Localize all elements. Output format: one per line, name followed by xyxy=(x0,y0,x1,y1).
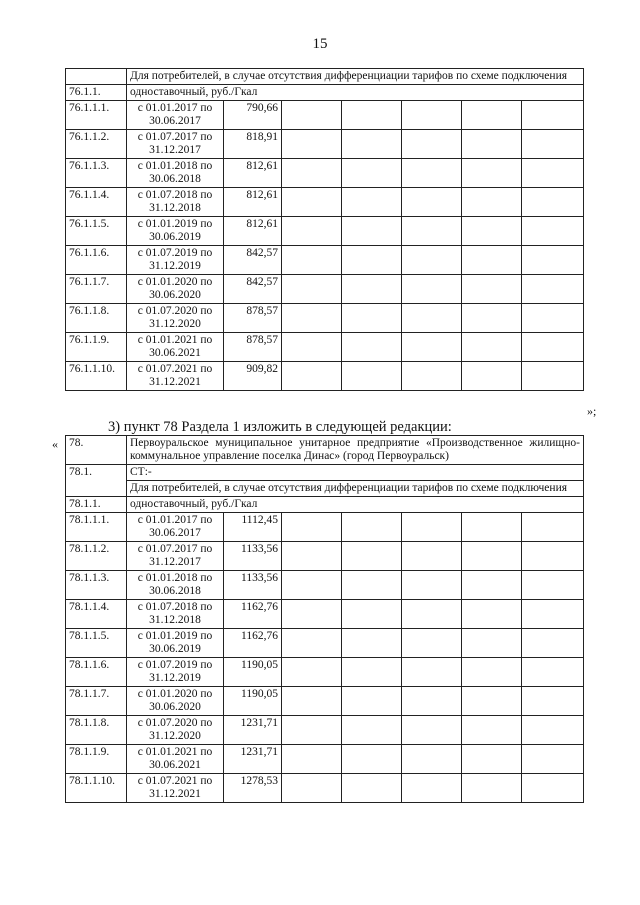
row-code: 78.1.1.4. xyxy=(66,600,127,629)
empty-cell xyxy=(462,716,522,745)
empty-cell xyxy=(342,513,402,542)
row-period: с 01.01.2018 по 30.06.2018 xyxy=(127,159,224,188)
tariff-row xyxy=(66,275,584,304)
empty-cell xyxy=(462,333,522,362)
empty-cell xyxy=(402,745,462,774)
section-code: 76.1.1. xyxy=(66,85,127,101)
row-code: 76.1.1.7. xyxy=(66,275,127,304)
empty-cell xyxy=(522,217,584,246)
empty-cell xyxy=(402,130,462,159)
empty-cell xyxy=(462,658,522,687)
tariff-row xyxy=(66,130,584,159)
row-period: с 01.01.2020 по 30.06.2020 xyxy=(127,275,224,304)
empty-cell xyxy=(342,774,402,803)
tariff-row xyxy=(66,687,584,716)
row-code: 78.1.1.3. xyxy=(66,571,127,600)
empty-cell xyxy=(282,513,342,542)
tariff-table-78 xyxy=(65,435,584,803)
empty-cell xyxy=(282,745,342,774)
empty-cell xyxy=(282,304,342,333)
empty-cell xyxy=(462,774,522,803)
empty-cell xyxy=(282,159,342,188)
empty-cell xyxy=(462,542,522,571)
tariff-row xyxy=(66,217,584,246)
row-price: 1278,53 xyxy=(224,774,282,803)
row-code: 78.1.1.10. xyxy=(66,774,127,803)
tariff-row xyxy=(66,600,584,629)
empty-cell xyxy=(282,629,342,658)
row-period: с 01.07.2019 по 31.12.2019 xyxy=(127,658,224,687)
empty-cell xyxy=(522,629,584,658)
empty-cell xyxy=(522,745,584,774)
empty-cell xyxy=(282,246,342,275)
tariff-row xyxy=(66,571,584,600)
row-code: 76.1.1.10. xyxy=(66,362,127,391)
empty-cell xyxy=(402,571,462,600)
tariff-row xyxy=(66,333,584,362)
tariff-row xyxy=(66,745,584,774)
row-period: с 01.07.2019 по 31.12.2019 xyxy=(127,246,224,275)
row-period: с 01.07.2021 по 31.12.2021 xyxy=(127,362,224,391)
empty-cell xyxy=(342,130,402,159)
row-price: 842,57 xyxy=(224,246,282,275)
empty-cell xyxy=(462,275,522,304)
empty-cell xyxy=(522,600,584,629)
header-row xyxy=(66,69,584,85)
empty-cell xyxy=(522,275,584,304)
empty-cell xyxy=(342,658,402,687)
row-price: 878,57 xyxy=(224,304,282,333)
row-period: с 01.01.2021 по 30.06.2021 xyxy=(127,333,224,362)
empty-cell xyxy=(522,333,584,362)
empty-cell xyxy=(402,600,462,629)
empty-cell xyxy=(282,101,342,130)
row-code: 78.1.1.1. xyxy=(66,513,127,542)
empty-cell xyxy=(282,130,342,159)
empty-cell xyxy=(522,658,584,687)
section-code: 78.1.1. xyxy=(66,497,127,513)
empty-cell xyxy=(282,687,342,716)
empty-cell xyxy=(462,246,522,275)
header-row xyxy=(66,481,584,497)
empty-cell xyxy=(402,217,462,246)
row-price: 812,61 xyxy=(224,188,282,217)
row-price: 790,66 xyxy=(224,101,282,130)
empty-cell xyxy=(342,275,402,304)
empty-cell xyxy=(342,629,402,658)
empty-cell xyxy=(462,159,522,188)
empty-cell xyxy=(342,745,402,774)
empty-cell xyxy=(342,687,402,716)
tariff-row xyxy=(66,246,584,275)
empty-cell xyxy=(342,246,402,275)
row-period: с 01.07.2021 по 31.12.2021 xyxy=(127,774,224,803)
row-period: с 01.01.2017 по 30.06.2017 xyxy=(127,513,224,542)
row-code: 78.1.1.5. xyxy=(66,629,127,658)
row-price: 1162,76 xyxy=(224,600,282,629)
empty-cell xyxy=(282,571,342,600)
empty-cell xyxy=(342,716,402,745)
row-period: с 01.01.2020 по 30.06.2020 xyxy=(127,687,224,716)
empty-cell xyxy=(342,362,402,391)
empty-cell xyxy=(402,159,462,188)
empty-cell xyxy=(522,542,584,571)
row-price: 878,57 xyxy=(224,333,282,362)
row-code: 76.1.1.3. xyxy=(66,159,127,188)
empty-cell xyxy=(462,571,522,600)
empty-cell xyxy=(402,304,462,333)
empty-cell xyxy=(342,571,402,600)
tariff-row xyxy=(66,658,584,687)
row-period: с 01.07.2017 по 31.12.2017 xyxy=(127,130,224,159)
empty-cell xyxy=(462,101,522,130)
tariff-row xyxy=(66,362,584,391)
row-price: 842,57 xyxy=(224,275,282,304)
tariff-table-76 xyxy=(65,68,584,391)
row-price: 1133,56 xyxy=(224,571,282,600)
row-code: 76.1.1.4. xyxy=(66,188,127,217)
row-price: 812,61 xyxy=(224,159,282,188)
row-period: с 01.07.2018 по 31.12.2018 xyxy=(127,600,224,629)
empty-cell xyxy=(402,629,462,658)
empty-cell xyxy=(462,217,522,246)
empty-cell xyxy=(342,304,402,333)
row-code: 78.1.1.8. xyxy=(66,716,127,745)
empty-cell xyxy=(522,513,584,542)
subsection-code: 78.1. xyxy=(66,465,127,497)
row-price: 1190,05 xyxy=(224,687,282,716)
empty-cell xyxy=(402,542,462,571)
empty-cell xyxy=(282,658,342,687)
empty-cell xyxy=(522,774,584,803)
row-code: 78.1.1.7. xyxy=(66,687,127,716)
empty-cell xyxy=(402,101,462,130)
page-number: 15 xyxy=(312,36,328,52)
empty-cell xyxy=(522,246,584,275)
empty-cell xyxy=(522,130,584,159)
empty-cell xyxy=(282,333,342,362)
row-price: 1162,76 xyxy=(224,629,282,658)
tariff-row xyxy=(66,304,584,333)
empty-cell xyxy=(402,658,462,687)
row-price: 1231,71 xyxy=(224,716,282,745)
subsection-row xyxy=(66,465,584,481)
row-price: 1133,56 xyxy=(224,542,282,571)
empty-cell xyxy=(282,188,342,217)
header-code-cell xyxy=(66,69,127,85)
empty-cell xyxy=(282,217,342,246)
empty-cell xyxy=(342,159,402,188)
empty-cell xyxy=(342,217,402,246)
row-price: 1112,45 xyxy=(224,513,282,542)
empty-cell xyxy=(402,275,462,304)
empty-cell xyxy=(522,571,584,600)
closing-quote: »; xyxy=(587,404,597,418)
empty-cell xyxy=(402,246,462,275)
empty-cell xyxy=(462,188,522,217)
empty-cell xyxy=(282,362,342,391)
empty-cell xyxy=(522,159,584,188)
empty-cell xyxy=(462,362,522,391)
empty-cell xyxy=(342,101,402,130)
tariff-row xyxy=(66,188,584,217)
empty-cell xyxy=(462,600,522,629)
subsection-label: СТ:- xyxy=(127,465,584,481)
row-price: 812,61 xyxy=(224,217,282,246)
row-period: с 01.07.2020 по 31.12.2020 xyxy=(127,716,224,745)
empty-cell xyxy=(522,304,584,333)
row-period: с 01.01.2021 по 30.06.2021 xyxy=(127,745,224,774)
row-code: 76.1.1.8. xyxy=(66,304,127,333)
connection-scheme-header: Для потребителей, в случае отсутствия дифференциации тарифов по схеме подключения xyxy=(127,481,584,497)
tariff-row xyxy=(66,101,584,130)
opening-quote: « xyxy=(52,437,58,451)
row-code: 76.1.1.5. xyxy=(66,217,127,246)
section-row xyxy=(66,497,584,513)
tariff-row xyxy=(66,629,584,658)
empty-cell xyxy=(522,687,584,716)
tariff-row xyxy=(66,716,584,745)
empty-cell xyxy=(462,745,522,774)
row-price: 1231,71 xyxy=(224,745,282,774)
empty-cell xyxy=(282,275,342,304)
section-row xyxy=(66,85,584,101)
empty-cell xyxy=(402,513,462,542)
empty-cell xyxy=(522,716,584,745)
empty-cell xyxy=(282,716,342,745)
row-code: 78.1.1.6. xyxy=(66,658,127,687)
row-period: с 01.07.2020 по 31.12.2020 xyxy=(127,304,224,333)
row-period: с 01.01.2018 по 30.06.2018 xyxy=(127,571,224,600)
empty-cell xyxy=(522,101,584,130)
row-price: 818,91 xyxy=(224,130,282,159)
empty-cell xyxy=(342,600,402,629)
empty-cell xyxy=(462,513,522,542)
section-label: одноставочный, руб./Гкал xyxy=(127,85,584,101)
empty-cell xyxy=(462,130,522,159)
empty-cell xyxy=(402,362,462,391)
organization-row xyxy=(66,436,584,465)
row-period: с 01.01.2019 по 30.06.2019 xyxy=(127,217,224,246)
empty-cell xyxy=(282,774,342,803)
empty-cell xyxy=(462,629,522,658)
empty-cell xyxy=(522,362,584,391)
row-code: 76.1.1.1. xyxy=(66,101,127,130)
row-period: с 01.07.2017 по 31.12.2017 xyxy=(127,542,224,571)
empty-cell xyxy=(342,333,402,362)
row-code: 76.1.1.2. xyxy=(66,130,127,159)
row-code: 78.1.1.9. xyxy=(66,745,127,774)
empty-cell xyxy=(342,542,402,571)
row-period: с 01.07.2018 по 31.12.2018 xyxy=(127,188,224,217)
empty-cell xyxy=(282,600,342,629)
connection-scheme-header: Для потребителей, в случае отсутствия дифференциации тарифов по схеме подключения xyxy=(127,69,584,85)
organization-code: 78. xyxy=(66,436,127,465)
empty-cell xyxy=(342,188,402,217)
empty-cell xyxy=(402,188,462,217)
organization-name: Первоуральское муниципальное унитарное предприятие «Производственное жилищно-коммунальное управление поселка Динас» (город Первоуральск) xyxy=(127,436,584,465)
empty-cell xyxy=(522,188,584,217)
row-code: 78.1.1.2. xyxy=(66,542,127,571)
tariff-row xyxy=(66,159,584,188)
empty-cell xyxy=(402,774,462,803)
row-period: с 01.01.2017 по 30.06.2017 xyxy=(127,101,224,130)
row-code: 76.1.1.6. xyxy=(66,246,127,275)
empty-cell xyxy=(282,542,342,571)
empty-cell xyxy=(402,687,462,716)
empty-cell xyxy=(402,333,462,362)
empty-cell xyxy=(462,304,522,333)
tariff-row xyxy=(66,542,584,571)
section-label: одноставочный, руб./Гкал xyxy=(127,497,584,513)
row-price: 909,82 xyxy=(224,362,282,391)
tariff-row xyxy=(66,774,584,803)
row-period: с 01.01.2019 по 30.06.2019 xyxy=(127,629,224,658)
row-code: 76.1.1.9. xyxy=(66,333,127,362)
empty-cell xyxy=(402,716,462,745)
row-price: 1190,05 xyxy=(224,658,282,687)
tariff-row xyxy=(66,513,584,542)
empty-cell xyxy=(462,687,522,716)
amendment-instruction: 3) пункт 78 Раздела 1 изложить в следующей редакции: xyxy=(108,419,452,435)
